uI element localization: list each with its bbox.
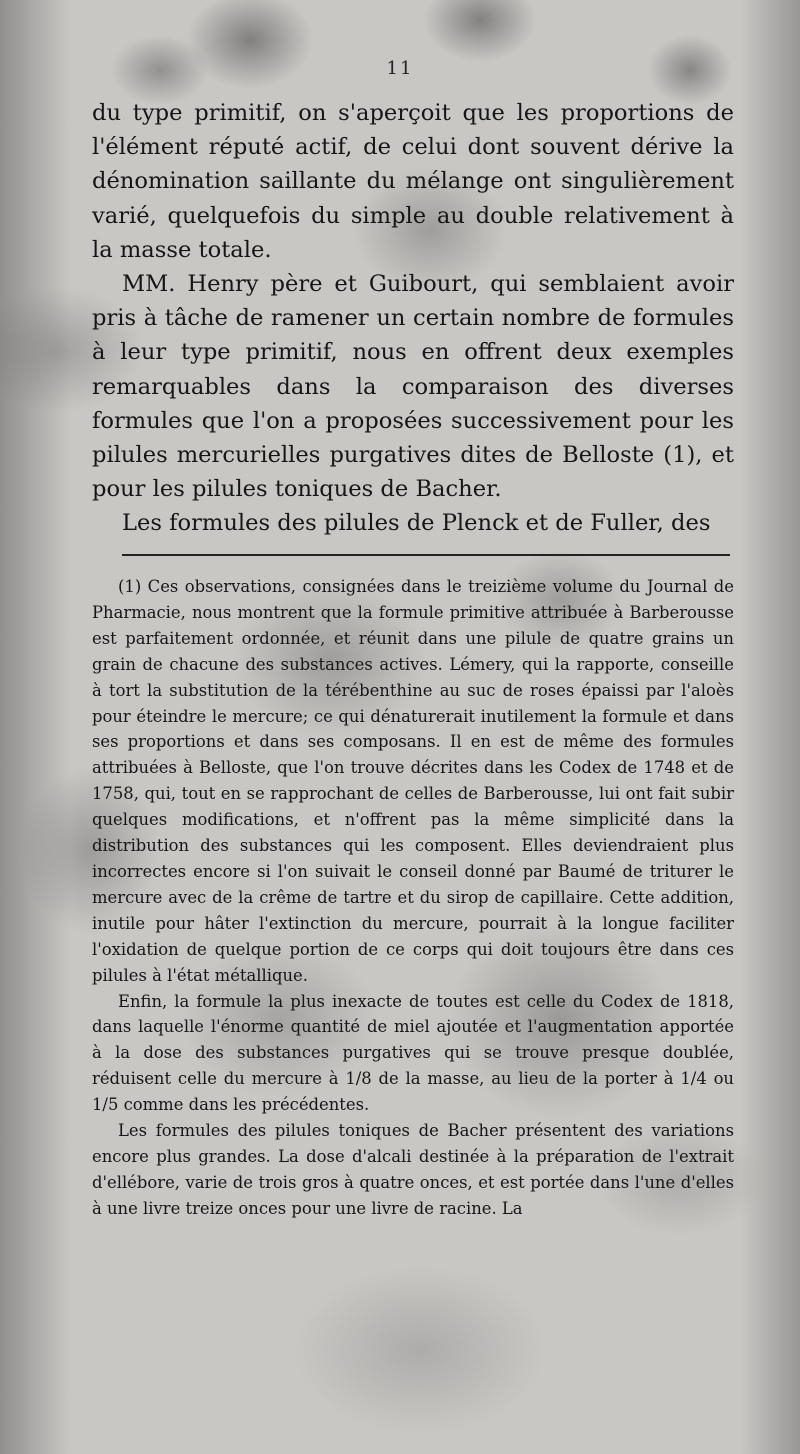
- main-paragraph: Les formules des pilules de Plenck et de Fuller, des: [122, 510, 711, 537]
- main-text: [92, 96, 734, 541]
- footnote-paragraph: Enfin, la formule la plus inexacte de toutes est celle du Codex de 1818, dans laquelle l'énorme quantité de miel ajoutée et l'augmentation apportée à la dose des substances purgatives qui se trouve presque doublée, réduisent celle du mercure à 1/8 de la masse, au lieu de la porter à 1/4 ou 1/5 comme dans les précédentes.: [92, 991, 734, 1115]
- main-paragraph: MM. Henry père et Guibourt, qui semblaient avoir pris à tâche de ramener un certain nombre de formules à leur type primitif, nous en offrent deux exemples remarquables dans la comparaison des diverses formules que l'on a proposées successivement pour les pilules mercurielles purgatives dites de Belloste (1), et pour les pilules toniques de Bacher.: [92, 271, 734, 503]
- main-paragraph: du type primitif, on s'aperçoit que les proportions de l'élément réputé actif, de celui dont souvent dérive la dénomination saillante du mélange ont singulièrement varié, quelquefois du simple au double relativement à la masse totale.: [92, 100, 734, 263]
- footnote-paragraph: (1) Ces observations, consignées dans le treizième volume du Journal de Pharmacie, nous montrent que la formule primitive attribuée à Barberousse est parfaitement ordonnée, et réunit dans une pilule de quatre grains un grain de chacune des substances actives. Lémery, qui la rapporte, conseille à tort la substitution de la térébenthine au suc de roses épaissi par l'aloès pour éteindre le mercure; ce qui dénaturerait inutilement la formule et dans ses proportions et dans ses composans. Il en est de même des formules attribuées à Belloste, que l'on trouve décrites dans les Codex de 1748 et de 1758, qui, tout en se rapprochant de celles de Barberousse, lui ont fait subir quelques modifications, et n'offrent pas la même simplicité dans la distribution des substances qui les composent. Elles deviendraient plus incorrectes encore si l'on suivait le conseil donné par Baumé de triturer le mercure avec de la crême de tartre et du sirop de capillaire. Cette addition, inutile pour hâter l'extinction du mercure, pourrait à la longue faciliter l'oxidation de quelque portion de ce corps qui doit toujours être dans ces pilules à l'état métallique.: [92, 577, 734, 985]
- footnotes: [92, 574, 734, 1222]
- footnote-paragraph: Les formules des pilules toniques de Bacher présentent des variations encore plus grandes. La dose d'alcali destinée à la préparation de l'extrait d'ellébore, varie de trois gros à quatre onces, et est portée dans l'une d'elles à une livre treize onces pour une livre de racine. La: [92, 1121, 734, 1218]
- footnote-divider: [122, 554, 730, 556]
- page-number: 11: [386, 58, 414, 79]
